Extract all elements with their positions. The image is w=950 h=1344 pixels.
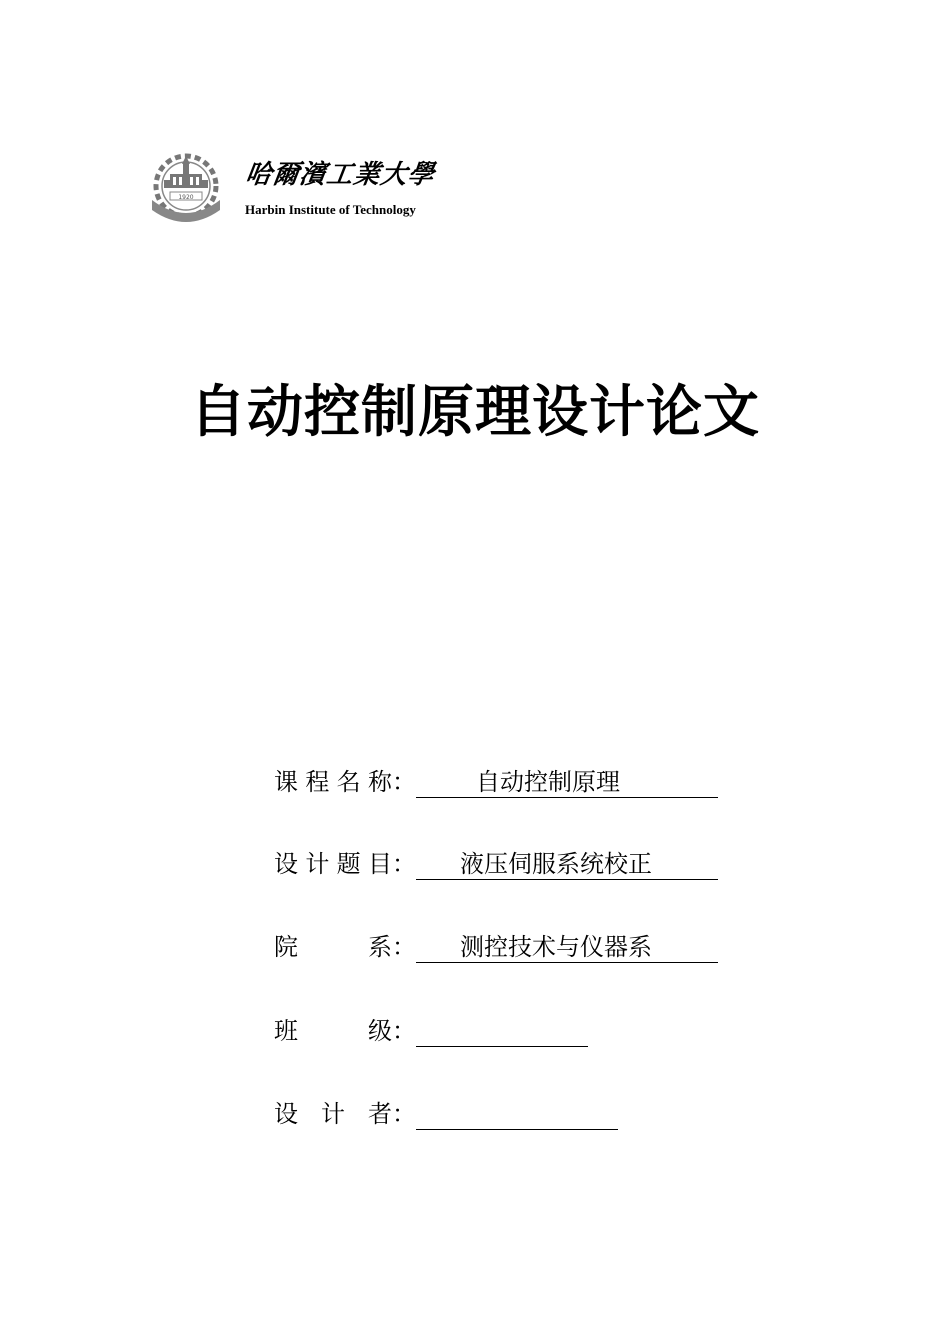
label-colon: ：	[392, 1100, 416, 1128]
label-char: 设	[274, 1100, 298, 1128]
field-label	[274, 846, 416, 882]
label-char: 系	[368, 933, 392, 961]
emblem-year: 1920	[178, 194, 194, 201]
course-name-value: 自动控制原理	[476, 768, 620, 796]
label-char: 目	[367, 850, 392, 878]
label-char: 者	[368, 1100, 392, 1128]
field-label	[274, 1013, 416, 1049]
design-topic-value: 液压伺服系统校正	[460, 850, 652, 878]
field-label	[274, 929, 416, 965]
university-name-chinese: 哈爾濱工業大學	[243, 160, 437, 190]
label-char: 计	[321, 1100, 345, 1128]
department-field	[416, 929, 718, 963]
label-char: 班	[274, 1017, 298, 1045]
class-field	[416, 1013, 588, 1047]
label-char: 计	[305, 850, 330, 878]
label-char: 程	[305, 768, 330, 796]
label-char: 院	[274, 933, 298, 961]
label-char: 级	[368, 1017, 392, 1045]
course-name-field	[416, 764, 718, 798]
label-colon: ：	[392, 1017, 416, 1045]
field-label	[274, 764, 416, 800]
label-char: 称	[367, 768, 392, 796]
label-char: 设	[274, 850, 298, 878]
field-label	[274, 1096, 416, 1132]
label-colon: ：	[392, 850, 416, 878]
design-topic-field	[416, 846, 718, 880]
label-colon: ：	[392, 933, 416, 961]
department-value: 测控技术与仪器系	[460, 933, 652, 961]
document-title: 自动控制原理设计论文	[190, 380, 760, 445]
designer-field	[416, 1096, 618, 1130]
label-char: 课	[274, 768, 298, 796]
label-char: 题	[336, 850, 361, 878]
university-name-english: Harbin Institute of Technology	[245, 202, 416, 217]
label-char: 名	[336, 768, 361, 796]
label-colon: ：	[392, 768, 416, 796]
university-emblem-icon	[146, 148, 226, 224]
